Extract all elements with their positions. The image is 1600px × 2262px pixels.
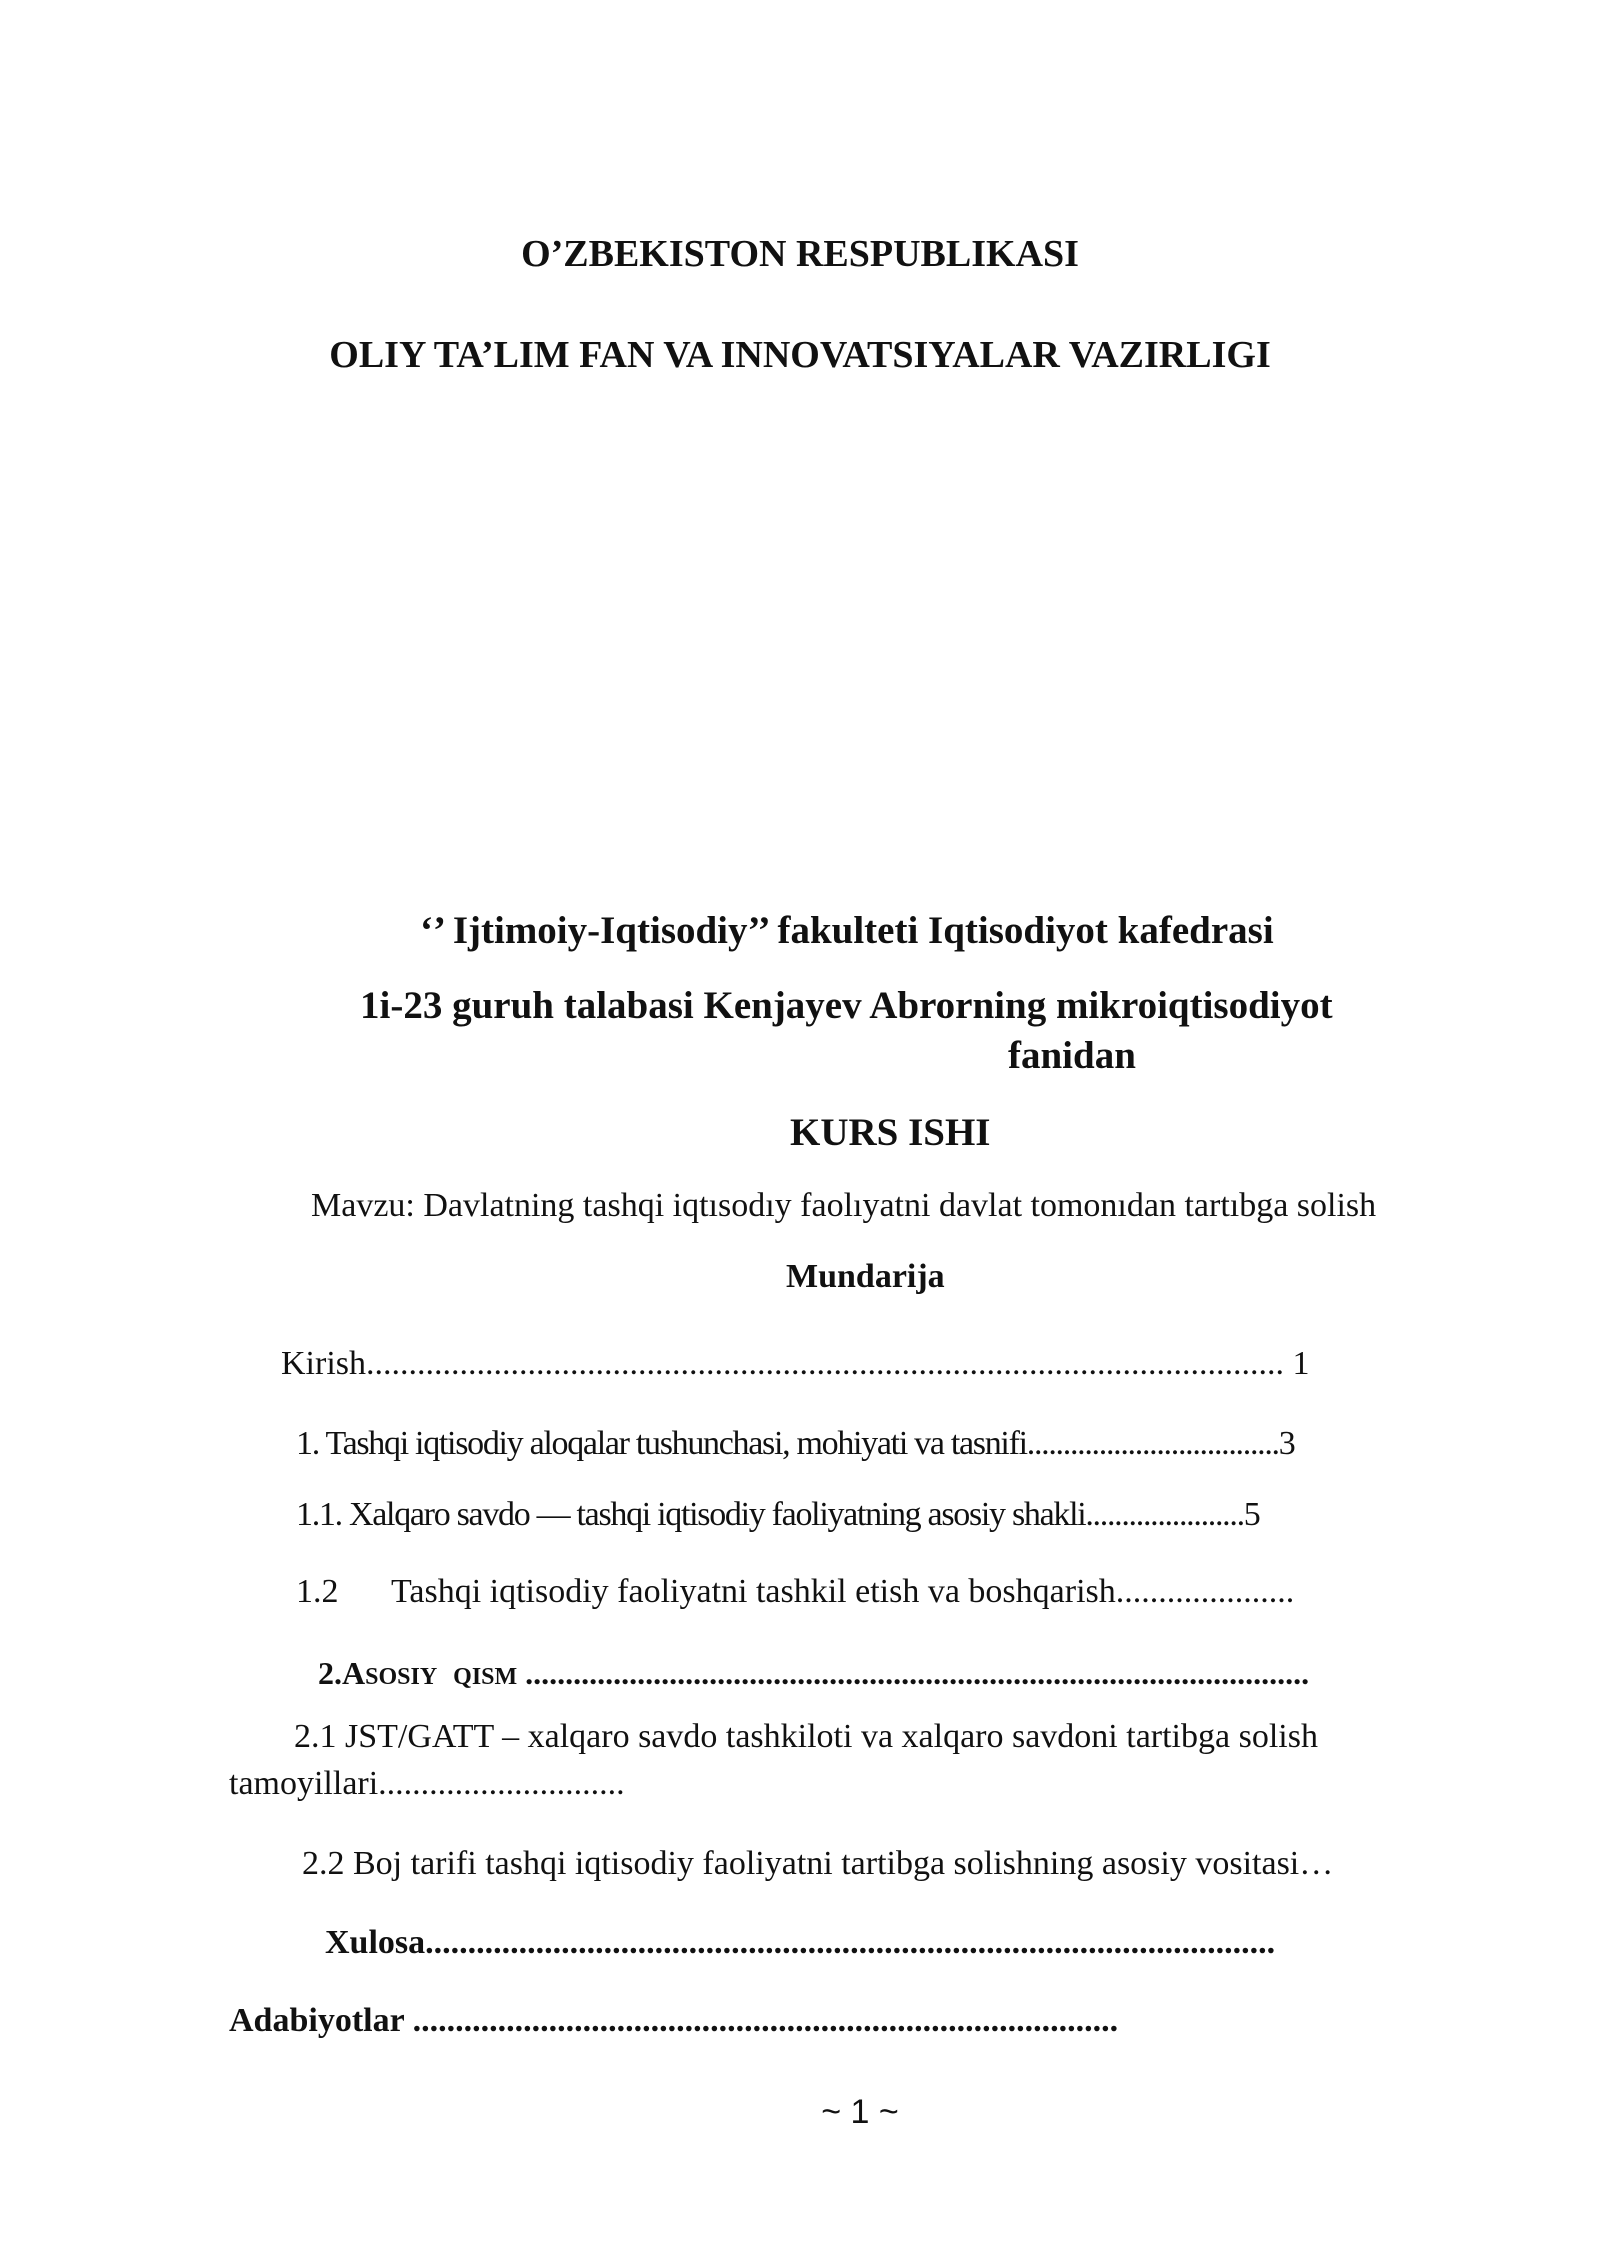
toc-item-2-1-line1: 2.1 JST/GATT – xalqaro savdo tashkiloti va xalqaro savdoni tartibga solish [294, 1718, 1318, 1755]
toc-item-2-1-line2: tamoyillari............................. [229, 1765, 625, 1802]
topic-line: Mavzu: Davlatning tashqi iqtısodıy faolıyatni davlat tomonıdan tartıbga solish [311, 1187, 1377, 1224]
toc-item-smallcaps: QISM [453, 1664, 518, 1690]
country-heading: O’ZBEKISTON RESPUBLIKASI [521, 233, 1079, 275]
toc-item-text: Tashqi iqtisodiy faoliyatni tashkil etish va boshqarish..................... [391, 1573, 1295, 1610]
toc-heading: Mundarija [786, 1258, 945, 1295]
student-line-1: 1i-23 guruh talabasi Kenjayev Abrorning mikroiqtisodiyot [360, 984, 1333, 1027]
toc-item-adabiyotlar: Adabiyotlar ................................................................................... [229, 2002, 1119, 2039]
document-type-title: KURS ISHI [790, 1111, 991, 1154]
toc-item-1-1: 1.1. Xalqaro savdo — tashqi iqtisodiy faoliyatning asosiy shakli......................5 [296, 1496, 1260, 1533]
toc-item-kirish: Kirish............................................................................................................ 1 [281, 1345, 1310, 1382]
student-line-2: fanidan [1008, 1034, 1136, 1077]
toc-item-dots: .................................................................................................. [517, 1655, 1310, 1691]
page-number: ~ 1 ~ [821, 2093, 899, 2131]
toc-item-1: 1. Tashqi iqtisodiy aloqalar tushunchasi, mohiyati va tasnifi...................................3 [296, 1425, 1295, 1462]
toc-item-number: 1.2 [296, 1573, 339, 1610]
toc-item-number: 2.A [318, 1655, 366, 1691]
toc-item-2 [318, 1655, 1309, 1692]
toc-item-2-2: 2.2 Boj tarifi tashqi iqtisodiy faoliyatni tartibga solishning asosiy vositasi… [302, 1845, 1334, 1882]
toc-item-smallcaps: SOSIY [365, 1664, 438, 1690]
ministry-heading: OLIY TA’LIM FAN VA INNOVATSIYALAR VAZIRLIGI [329, 334, 1271, 376]
faculty-line: ‘’ Ijtimoiy-Iqtisodiy’’ fakulteti Iqtisodiyot kafedrasi [420, 909, 1274, 952]
toc-item-1-2 [296, 1573, 1294, 1611]
toc-item-xulosa: Xulosa.................................................................................................... [325, 1924, 1276, 1961]
